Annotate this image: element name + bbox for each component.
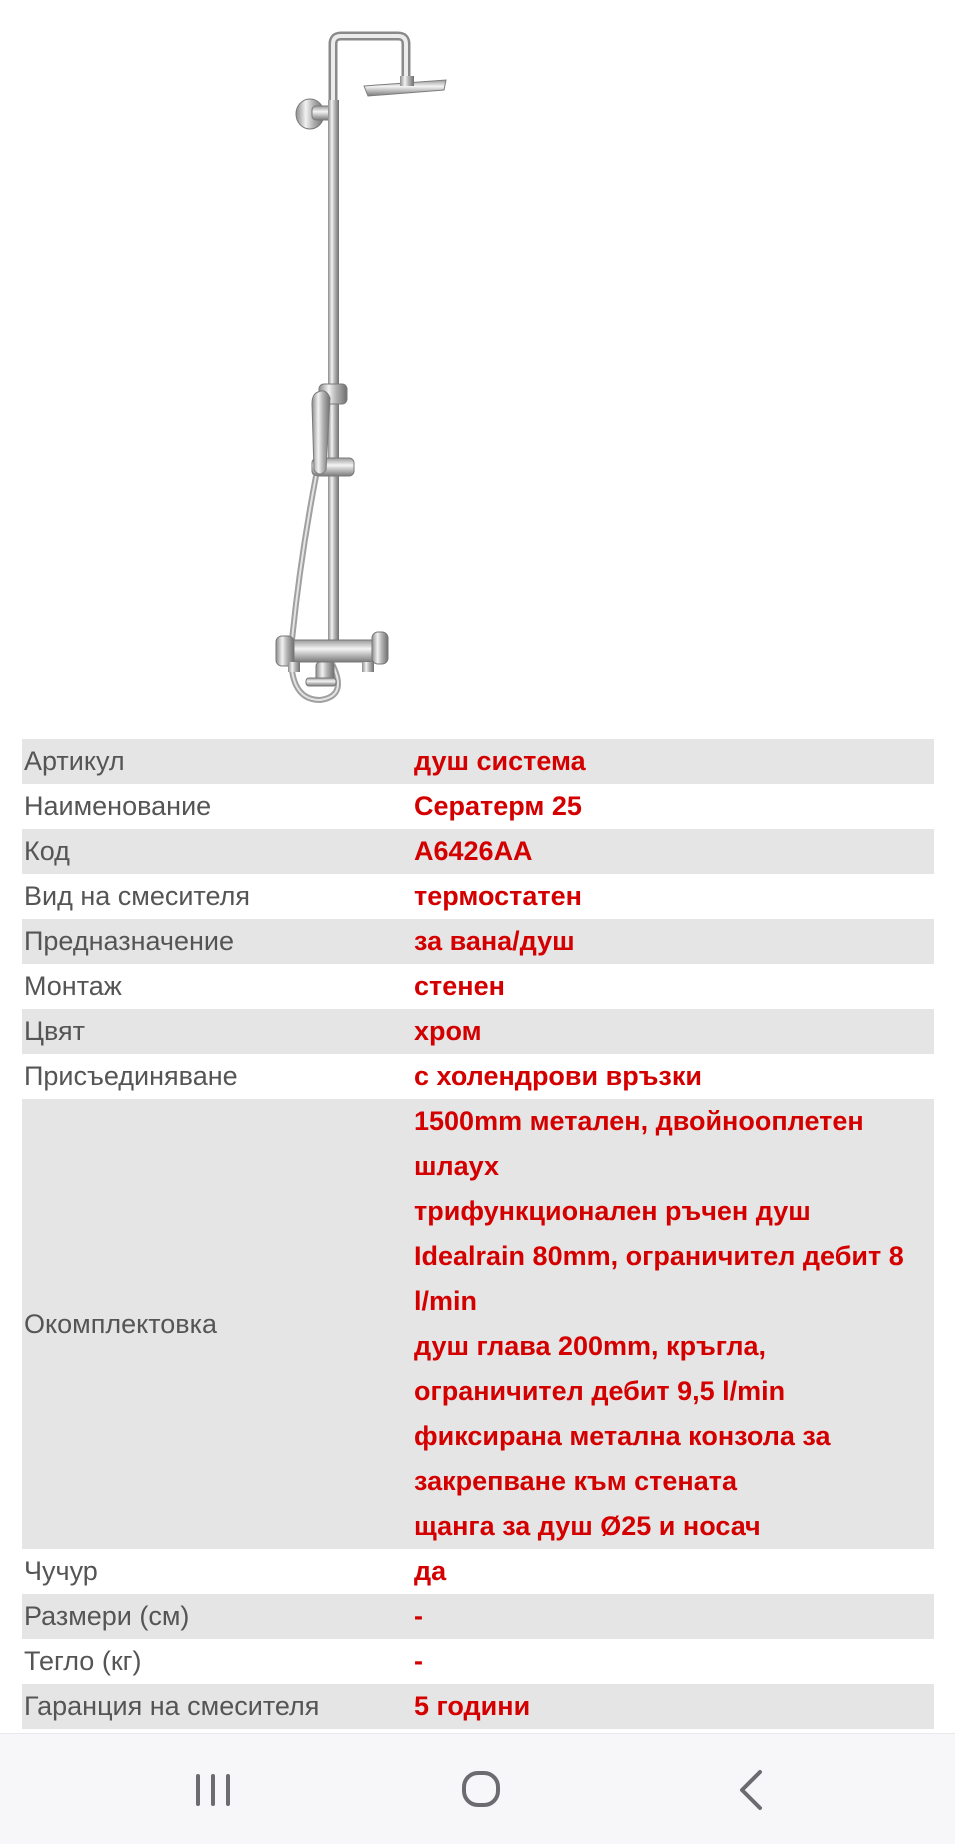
spec-value-line: A6426AA [414, 836, 533, 866]
spec-value-line: хром [414, 1016, 482, 1046]
spec-value [412, 829, 934, 874]
spec-value [412, 874, 934, 919]
spec-value [412, 1639, 934, 1684]
spec-row [22, 1594, 934, 1639]
spec-row [22, 829, 934, 874]
spec-value-line: закрепване към стената [414, 1466, 737, 1496]
specs-table-body [22, 739, 934, 1729]
spec-label: Гаранция на смесителя [24, 1691, 320, 1721]
spec-label: Артикул [24, 746, 125, 776]
home-icon [436, 1754, 526, 1824]
spec-value [412, 784, 934, 829]
back-button[interactable] [706, 1754, 796, 1824]
spec-value [412, 964, 934, 1009]
shower-system-image [0, 0, 955, 734]
spec-value-line: щанга за душ Ø25 и носач [414, 1511, 761, 1541]
spec-value-line: фиксирана метална конзола за [414, 1421, 831, 1451]
spec-value-line: да [414, 1556, 447, 1586]
spec-label: Чучур [24, 1556, 98, 1586]
spec-label: Предназначение [24, 926, 235, 956]
spec-value-line: термостатен [414, 881, 582, 911]
spec-value [412, 739, 934, 784]
spec-value-line: - [414, 1601, 423, 1631]
spec-value-line: Сератерм 25 [414, 791, 582, 821]
spec-label: Код [24, 836, 70, 866]
spec-value [412, 1009, 934, 1054]
spec-value-line: l/min [414, 1286, 478, 1316]
spec-value [412, 1549, 934, 1594]
specs-table [22, 739, 934, 1729]
spec-label: Присъединяване [24, 1061, 238, 1091]
spec-row [22, 1009, 934, 1054]
spec-label: Монтаж [24, 971, 122, 1001]
spec-value-line: душ глава 200mm, кръгла, [414, 1331, 766, 1361]
spec-row [22, 919, 934, 964]
spec-label: Вид на смесителя [24, 881, 250, 911]
recent-apps-button[interactable] [168, 1754, 258, 1824]
spec-value-line: ограничител дебит 9,5 l/min [414, 1376, 786, 1406]
spec-value [412, 1594, 934, 1639]
spec-value-line: душ система [414, 746, 586, 776]
spec-value-line: трифункционален ръчен душ [414, 1196, 811, 1226]
spec-value [412, 919, 934, 964]
spec-value-line: 1500mm метален, двойнооплетен [414, 1106, 864, 1136]
spec-row [22, 964, 934, 1009]
spec-row [22, 1099, 934, 1549]
back-icon [706, 1754, 796, 1824]
spec-row [22, 1054, 934, 1099]
spec-value-line: 5 години [414, 1691, 531, 1721]
spec-value-line: за вана/душ [414, 926, 575, 956]
spec-value [412, 1099, 934, 1549]
product-image [0, 0, 955, 734]
spec-value [412, 1054, 934, 1099]
home-button[interactable] [436, 1754, 526, 1824]
spec-value-line: шлаух [414, 1151, 500, 1181]
spec-row [22, 1684, 934, 1729]
spec-row [22, 874, 934, 919]
recent-apps-icon [168, 1754, 258, 1824]
spec-value [412, 1684, 934, 1729]
spec-row [22, 739, 934, 784]
spec-value-line: стенен [414, 971, 505, 1001]
spec-row [22, 1549, 934, 1594]
spec-label: Тегло (кг) [24, 1646, 142, 1676]
spec-row [22, 784, 934, 829]
spec-label: Окомплектовка [24, 1308, 218, 1339]
spec-value-line: Idealrain 80mm, ограничител дебит 8 [414, 1241, 904, 1271]
android-navigation-bar [0, 1733, 955, 1844]
spec-value-line: - [414, 1646, 423, 1676]
spec-label: Цвят [24, 1016, 86, 1046]
spec-value-line: с холендрови връзки [414, 1061, 702, 1091]
spec-label: Наименование [24, 791, 212, 821]
spec-row [22, 1639, 934, 1684]
spec-label: Размери (см) [24, 1601, 190, 1631]
